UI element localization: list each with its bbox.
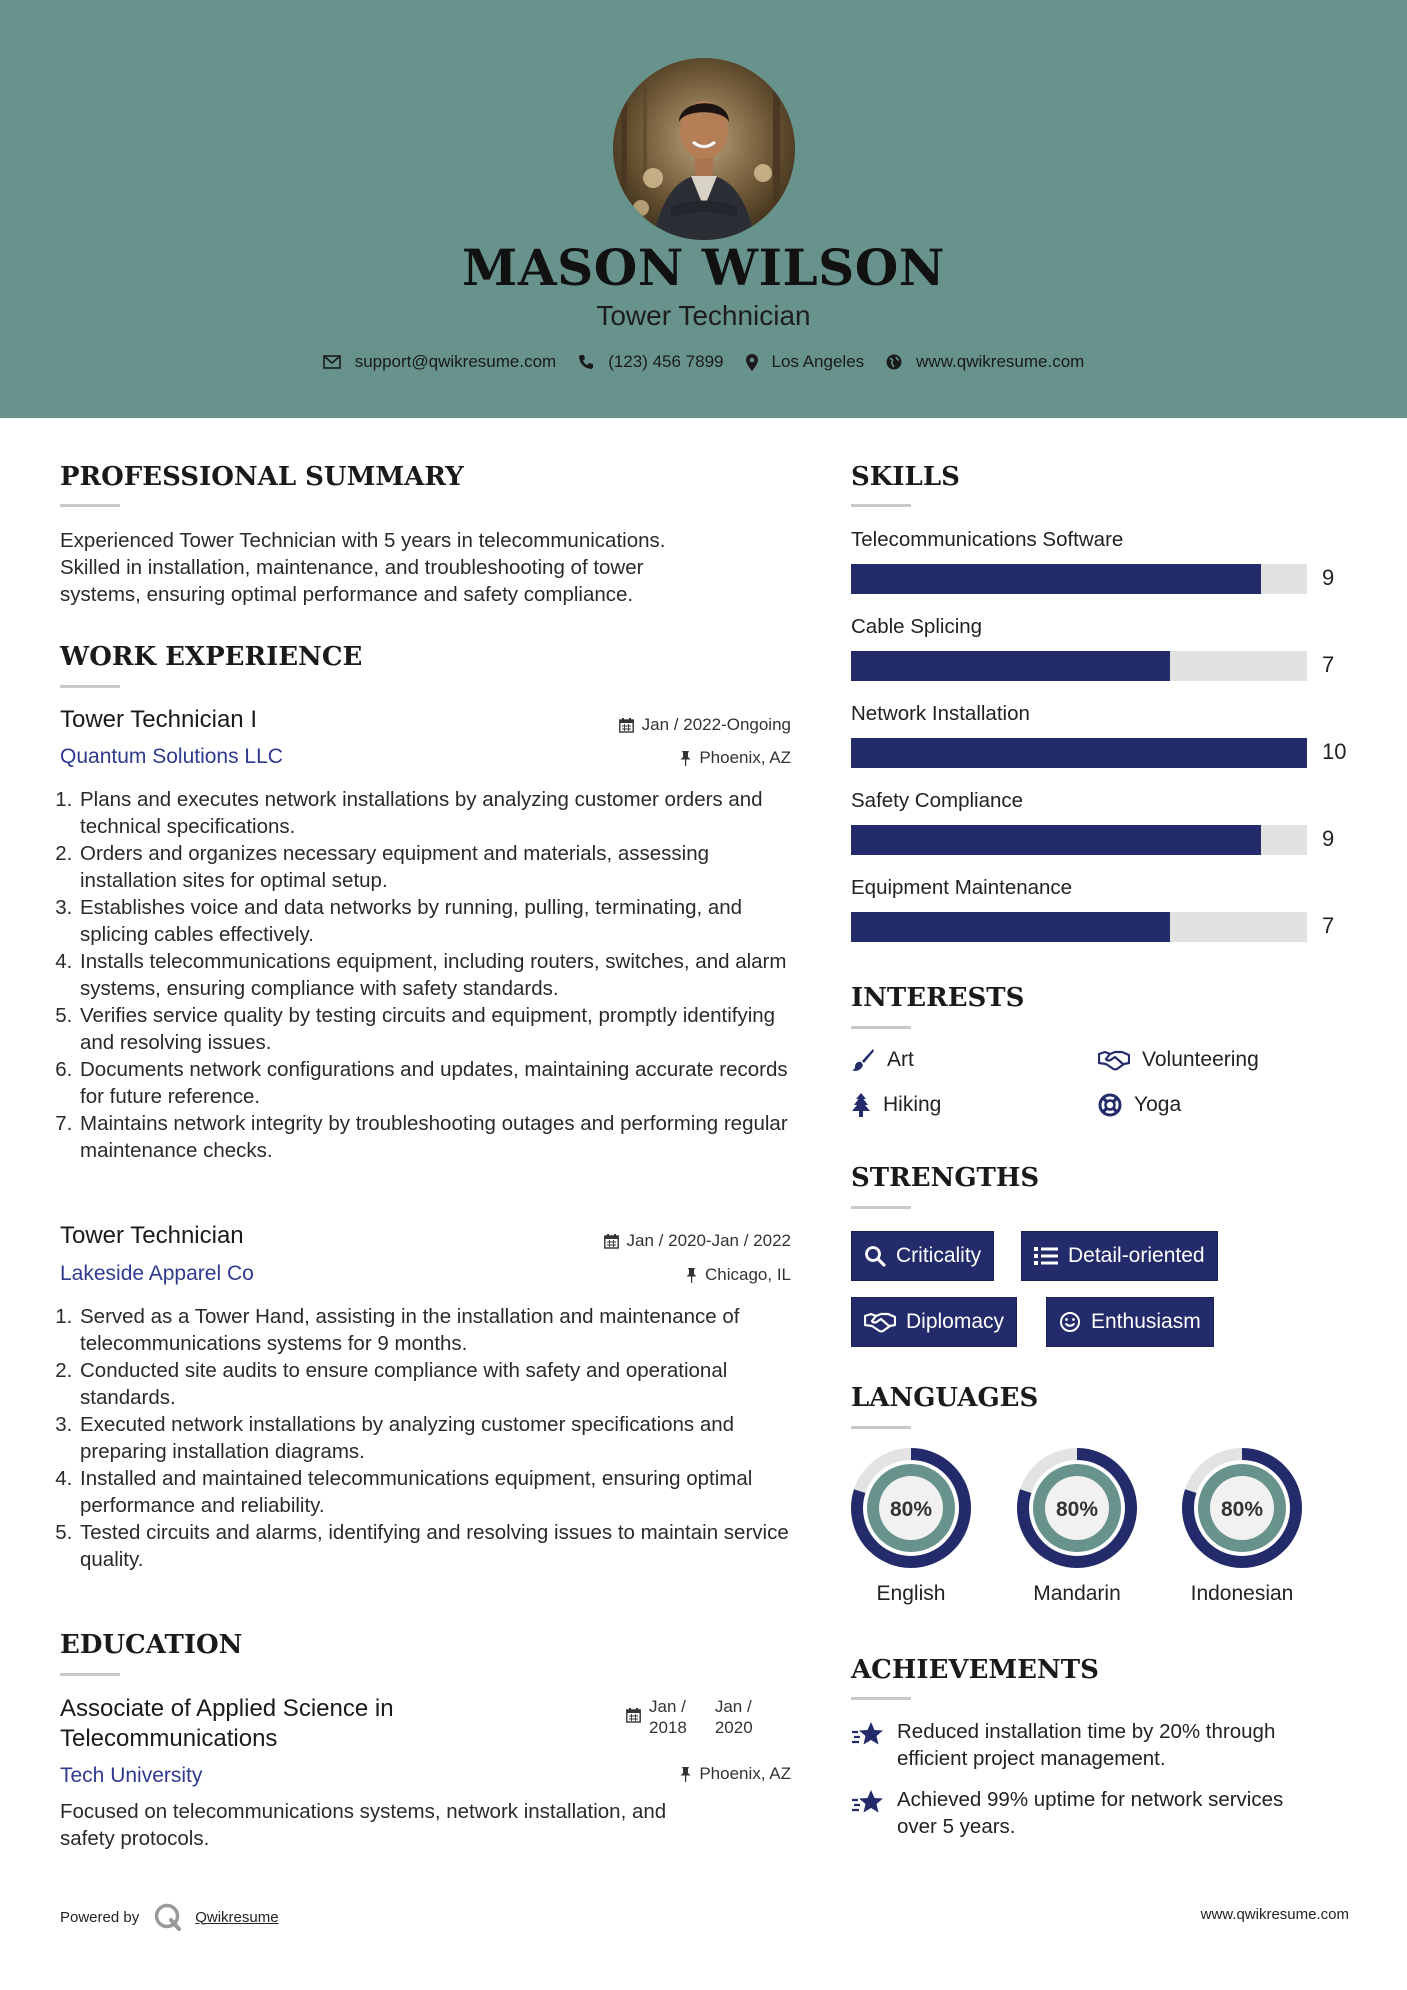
job-dates-text: Jan / 2020-Jan / 2022: [626, 1231, 791, 1250]
list-item: 5. Verifies service quality by testing circuits and equipment, promptly identifying and resolving issues.: [78, 1002, 800, 1056]
skill-level: 9: [1322, 565, 1335, 590]
skills-underline: [851, 504, 911, 507]
skill-level: 7: [1322, 913, 1335, 938]
language-ring: [849, 1446, 973, 1570]
contact-website[interactable]: [886, 352, 1084, 372]
job-location-text: Phoenix, AZ: [699, 748, 791, 767]
education-description: [60, 1798, 800, 1852]
job-location: [686, 1265, 791, 1285]
job-location-text: Chicago, IL: [705, 1265, 791, 1284]
contact-location-text: Los Angeles: [771, 352, 865, 371]
candidate-title: Tower Technician: [596, 300, 811, 331]
list-item: 7. Maintains network integrity by troubleshooting outages and performing regular maintenance checks.: [78, 1110, 800, 1164]
degree-title: [60, 1694, 394, 1754]
summary-line: Skilled in installation, maintenance, and troubleshooting of tower: [60, 556, 644, 579]
achievement-line: Achieved 99% uptime for network services: [897, 1788, 1284, 1811]
contact-location: [746, 352, 865, 372]
strength-label: Detail-oriented: [1068, 1244, 1205, 1267]
achievement-text: [897, 1786, 1367, 1840]
candidate-name: MASON WILSON: [462, 238, 945, 297]
list-item: 3. Executed network installations by analyzing customer specifications and preparing installation diagrams.: [78, 1411, 800, 1465]
skill-name: Telecommunications Software: [851, 528, 1124, 551]
interest-art: [851, 1048, 914, 1072]
education-start-year: 2018: [649, 1718, 687, 1737]
language-name: English: [876, 1582, 946, 1605]
skill-bar-track: [851, 564, 1307, 594]
summary-line: Experienced Tower Technician with 5 years in telecommunications.: [60, 529, 666, 552]
education-start-month: Jan /: [649, 1697, 686, 1716]
interest-yoga: [1098, 1093, 1181, 1117]
pushpin-icon: [680, 1767, 691, 1782]
skill-level: 10: [1322, 739, 1347, 764]
achievement-line: Reduced installation time by 20% through: [897, 1720, 1276, 1743]
experience-underline: [60, 685, 120, 688]
pushpin-icon: [686, 1268, 697, 1283]
summary-underline: [60, 504, 120, 507]
strength-chip-detail-oriented: [1021, 1231, 1218, 1281]
school-name: Tech University: [60, 1764, 203, 1787]
list-item: 2. Conducted site audits to ensure compliance with safety and operational standards.: [78, 1357, 800, 1411]
list-item: 5. Tested circuits and alarms, identifying and resolving issues to maintain service quality.: [78, 1519, 800, 1573]
header-banner: [0, 0, 1407, 418]
pushpin-icon: [680, 751, 691, 766]
job-dates: [604, 1231, 791, 1251]
contact-email-text: support@qwikresume.com: [354, 352, 557, 371]
strengths-underline: [851, 1206, 911, 1209]
qwikresume-logo-icon: [153, 1902, 183, 1932]
language-ring: [1015, 1446, 1139, 1570]
achievement-line: over 5 years.: [897, 1815, 1016, 1838]
list-item: 4. Installs telecommunications equipment, including routers, switches, and alarm systems, ensuring compliance with safety standards.: [78, 948, 800, 1002]
skill-bar-track: [851, 738, 1307, 768]
skill-bar-fill: [851, 738, 1307, 768]
strength-chip-enthusiasm: [1046, 1297, 1214, 1347]
summary-heading: PROFESSIONAL SUMMARY: [60, 462, 464, 492]
skill-bar-track: [851, 651, 1307, 681]
contact-bar: [0, 352, 1407, 372]
calendar-icon: [604, 1234, 619, 1249]
education-end: [715, 1696, 753, 1738]
smile-icon: [1059, 1311, 1081, 1333]
skill-bar-track: [851, 912, 1307, 942]
job-responsibilities: [60, 1303, 800, 1573]
list-item: 6. Documents network configurations and updates, maintaining accurate records for future reference.: [78, 1056, 800, 1110]
search-icon: [864, 1245, 886, 1267]
star-icon: [851, 1720, 885, 1748]
interest-label: Volunteering: [1142, 1048, 1259, 1071]
skill-bar-fill: [851, 825, 1261, 855]
education-description-line: Focused on telecommunications systems, network installation, and: [60, 1800, 667, 1823]
summary-text: [60, 527, 800, 608]
job-location: [680, 748, 791, 768]
list-item: 3. Establishes voice and data networks by running, pulling, terminating, and splicing cables effectively.: [78, 894, 800, 948]
interest-volunteering: [1098, 1048, 1259, 1072]
handshake-icon: [864, 1311, 896, 1333]
footer-brand-link[interactable]: Qwikresume: [195, 1908, 279, 1926]
paintbrush-icon: [851, 1048, 875, 1072]
list-item: 1. Plans and executes network installations by analyzing customer orders and technical specifications.: [78, 786, 800, 840]
education-end-month: Jan /: [714, 1697, 752, 1716]
job-title: Tower Technician I: [60, 706, 257, 733]
map-pin-icon: [746, 354, 758, 371]
contact-email[interactable]: [323, 352, 557, 372]
interests-heading: INTERESTS: [851, 983, 1025, 1013]
calendar-icon: [626, 1708, 641, 1723]
achievement-item: [851, 1718, 1367, 1772]
education-underline: [60, 1673, 120, 1676]
achievement-item: [851, 1786, 1367, 1840]
achievements-heading: ACHIEVEMENTS: [851, 1655, 1099, 1685]
education-dates: [626, 1696, 753, 1738]
skills-heading: SKILLS: [851, 462, 960, 492]
lifebuoy-icon: [1098, 1093, 1122, 1117]
strength-label: Criticality: [896, 1244, 982, 1267]
achievements-underline: [851, 1697, 911, 1700]
achievement-line: efficient project management.: [897, 1747, 1166, 1770]
achievement-text: [897, 1718, 1367, 1772]
envelope-icon: [323, 355, 341, 369]
language-percent: 80%: [1055, 1498, 1099, 1521]
summary-line: systems, ensuring optimal performance and safety compliance.: [60, 583, 634, 606]
language-name: Mandarin: [1033, 1582, 1121, 1605]
job-responsibilities: [60, 786, 800, 1164]
footer-branding: [60, 1902, 279, 1932]
list-item: 2. Orders and organizes necessary equipment and materials, assessing installation sites for optimal setup.: [78, 840, 800, 894]
education-location: [680, 1764, 791, 1784]
interest-label: Art: [887, 1048, 914, 1071]
calendar-icon: [619, 718, 634, 733]
profile-photo-image: [613, 58, 795, 240]
language-percent: 80%: [889, 1498, 933, 1521]
phone-icon: [578, 354, 594, 370]
contact-phone[interactable]: [578, 352, 723, 372]
languages-heading: LANGUAGES: [851, 1383, 1039, 1413]
strength-label: Enthusiasm: [1091, 1310, 1201, 1333]
globe-icon: [886, 354, 902, 370]
job-dates: [619, 715, 791, 735]
interest-label: Hiking: [883, 1093, 942, 1116]
footer-powered-by: Powered by: [60, 1908, 140, 1926]
profile-photo: [613, 58, 795, 240]
list-item: 4. Installed and maintained telecommunications equipment, ensuring optimal performance and reliability.: [78, 1465, 800, 1519]
job-company: Quantum Solutions LLC: [60, 745, 283, 768]
education-start: [649, 1696, 687, 1738]
list-icon: [1034, 1246, 1058, 1266]
skill-level: 9: [1322, 826, 1335, 851]
handshake-icon: [1098, 1049, 1130, 1071]
skill-name: Equipment Maintenance: [851, 876, 1073, 899]
interests-underline: [851, 1026, 911, 1029]
degree-line: Associate of Applied Science in: [60, 1695, 394, 1722]
interest-hiking: [851, 1093, 941, 1117]
strength-chip-diplomacy: [851, 1297, 1017, 1347]
job-company: Lakeside Apparel Co: [60, 1262, 254, 1285]
skill-bar-fill: [851, 564, 1261, 594]
star-icon: [851, 1788, 885, 1816]
job-dates-text: Jan / 2022-Ongoing: [641, 715, 791, 734]
skill-name: Network Installation: [851, 702, 1030, 725]
contact-website-text: www.qwikresume.com: [916, 352, 1085, 371]
tree-icon: [851, 1093, 871, 1117]
skill-bar-fill: [851, 651, 1170, 681]
education-location-text: Phoenix, AZ: [699, 1764, 791, 1783]
strength-label: Diplomacy: [906, 1310, 1005, 1333]
strength-chip-criticality: [851, 1231, 994, 1281]
skill-bar-track: [851, 825, 1307, 855]
language-ring: [1180, 1446, 1304, 1570]
footer-site-link[interactable]: www.qwikresume.com: [1200, 1906, 1349, 1923]
language-name: Indonesian: [1190, 1582, 1294, 1605]
skill-name: Safety Compliance: [851, 789, 1024, 812]
skill-bar-fill: [851, 912, 1170, 942]
contact-phone-text: (123) 456 7899: [608, 352, 724, 371]
education-description-line: safety protocols.: [60, 1827, 210, 1850]
degree-line: Telecommunications: [60, 1725, 278, 1752]
education-end-year: 2020: [714, 1718, 753, 1737]
interest-label: Yoga: [1134, 1093, 1182, 1116]
job-title: Tower Technician: [60, 1222, 244, 1249]
education-heading: EDUCATION: [60, 1630, 243, 1660]
skill-name: Cable Splicing: [851, 615, 983, 638]
strengths-heading: STRENGTHS: [851, 1163, 1040, 1193]
skill-level: 7: [1322, 652, 1335, 677]
languages-underline: [851, 1426, 911, 1429]
experience-heading: WORK EXPERIENCE: [60, 642, 363, 672]
list-item: 1. Served as a Tower Hand, assisting in the installation and maintenance of telecommunications systems for 9 months.: [78, 1303, 800, 1357]
language-percent: 80%: [1220, 1498, 1264, 1521]
